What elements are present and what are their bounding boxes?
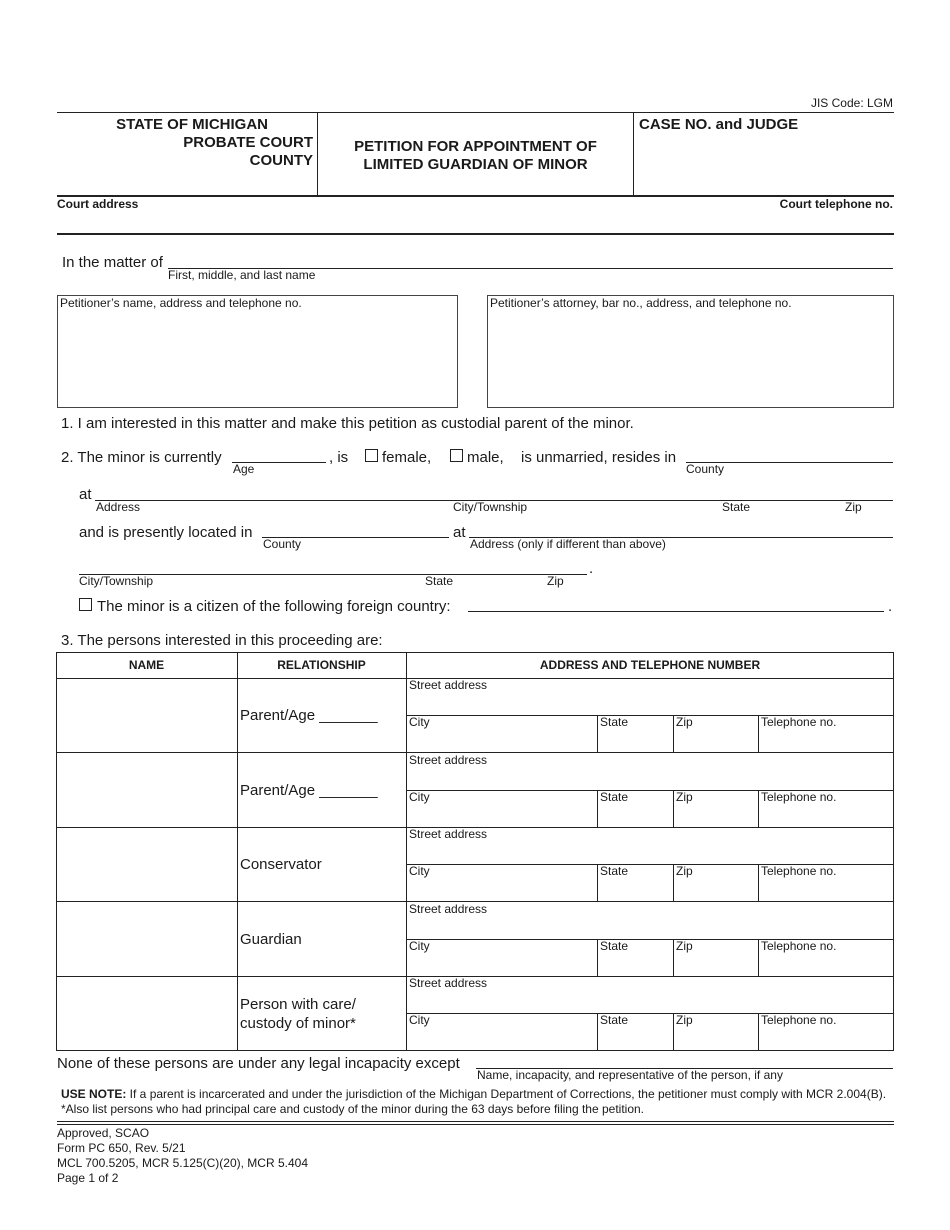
case-no-label: CASE NO. and JUDGE [639, 116, 799, 133]
cell-rule [673, 939, 674, 976]
street-label: Street address [409, 827, 488, 841]
matter-label: In the matter of [62, 254, 163, 271]
footer-rule-1 [57, 1121, 894, 1122]
petitioner-box[interactable] [57, 295, 458, 408]
table-col-rule-1 [237, 652, 238, 1051]
cell-rule [758, 790, 759, 827]
state-label: State [600, 715, 629, 729]
male-checkbox[interactable] [450, 449, 463, 462]
cell-rule [597, 1013, 598, 1051]
footer-rule-2 [57, 1124, 894, 1125]
footer-page: Page 1 of 2 [57, 1171, 119, 1185]
attorney-box-label: Petitioner’s attorney, bar no., address, and telephone no. [490, 296, 792, 310]
attorney-box[interactable] [487, 295, 894, 408]
citizen-period: . [888, 598, 893, 615]
petitioner-box-label: Petitioner’s name, address and telephone no. [60, 296, 302, 310]
jis-code: JIS Code: LGM [810, 96, 893, 110]
footer-form: Form PC 650, Rev. 5/21 [57, 1141, 186, 1155]
item-1-text: 1. I am interested in this matter and make this petition as custodial parent of the minor. [61, 415, 634, 432]
state-label: State [600, 864, 629, 878]
header-bottom-rule [57, 195, 894, 197]
use-note-bold: USE NOTE: [61, 1087, 127, 1101]
located-label: and is presently located in [79, 524, 253, 541]
relationship-guardian: Guardian [240, 931, 302, 948]
header-address-phone: ADDRESS AND TELEPHONE NUMBER [539, 658, 761, 672]
telephone-label: Telephone no. [761, 1013, 837, 1027]
citizen-country-field[interactable] [468, 611, 884, 612]
zip-sublabel: Zip [845, 500, 862, 514]
citizen-checkbox[interactable] [79, 598, 92, 611]
table-right-rule [893, 652, 894, 1051]
located-county-sublabel: County [263, 537, 302, 551]
row-name-cell[interactable] [57, 828, 236, 901]
table-bottom-rule [56, 1050, 894, 1051]
located-city-field[interactable] [79, 574, 587, 575]
header-divider-right [633, 112, 634, 196]
form-title-line1: PETITION FOR APPOINTMENT OF [354, 138, 597, 155]
court-address-label: Court address [57, 197, 139, 211]
state-sublabel: State [722, 500, 751, 514]
cell-rule [758, 715, 759, 752]
use-note-line2: *Also list persons who had principal care and custody of the minor during the 63 days before filing the petition. [61, 1102, 645, 1116]
telephone-label: Telephone no. [761, 715, 837, 729]
use-note [61, 1087, 891, 1101]
cell-rule [597, 715, 598, 752]
telephone-label: Telephone no. [761, 864, 837, 878]
is-text: , is [329, 449, 349, 466]
located-city-sublabel: City/Township [79, 574, 154, 588]
city-township-sublabel: City/Township [453, 500, 528, 514]
period: . [589, 560, 594, 577]
located-zip-sublabel: Zip [547, 574, 564, 588]
item-2-lead: 2. The minor is currently [61, 449, 222, 466]
state-label: STATE OF MICHIGAN [116, 116, 268, 133]
zip-label: Zip [676, 864, 693, 878]
table-top-rule [56, 652, 894, 653]
street-label: Street address [409, 976, 488, 990]
street-label: Street address [409, 753, 488, 767]
at-label: at [79, 486, 92, 503]
row-name-cell[interactable] [57, 753, 236, 826]
cell-rule [673, 864, 674, 901]
cell-rule [673, 715, 674, 752]
cell-rule [673, 790, 674, 827]
zip-label: Zip [676, 715, 693, 729]
city-label: City [409, 715, 430, 729]
city-label: City [409, 939, 430, 953]
form-title-line2: LIMITED GUARDIAN OF MINOR [363, 156, 588, 173]
footer-approved: Approved, SCAO [57, 1126, 150, 1140]
located-state-sublabel: State [425, 574, 454, 588]
cell-rule [597, 864, 598, 901]
zip-label: Zip [676, 790, 693, 804]
relationship-parent-2: Parent/Age _______ [240, 782, 378, 799]
row-name-cell[interactable] [57, 679, 236, 752]
city-label: City [409, 1013, 430, 1027]
use-note-text: If a parent is incarcerated and under the jurisdiction of the Michigan Department of Corrections, the petitioner must comply with MCR 2.004(B). [126, 1087, 887, 1101]
state-label: State [600, 1013, 629, 1027]
cell-rule [758, 864, 759, 901]
row-name-cell[interactable] [57, 902, 236, 975]
zip-label: Zip [676, 939, 693, 953]
relationship-conservator: Conservator [240, 856, 322, 873]
header-relationship: RELATIONSHIP [277, 658, 366, 672]
at2-label: at [453, 524, 466, 541]
matter-sublabel: First, middle, and last name [168, 268, 316, 282]
located-address-sublabel: Address (only if different than above) [470, 537, 666, 551]
relationship-parent-1: Parent/Age _______ [240, 707, 378, 724]
cell-rule [758, 939, 759, 976]
court-label: PROBATE COURT [183, 134, 313, 151]
court-address-rule [57, 233, 894, 235]
male-label: male, [467, 449, 504, 466]
cell-rule [673, 1013, 674, 1051]
incapacity-sublabel: Name, incapacity, and representative of the person, if any [477, 1068, 783, 1082]
county-label: COUNTY [249, 152, 313, 169]
resides-text: is unmarried, resides in [521, 449, 677, 466]
female-checkbox[interactable] [365, 449, 378, 462]
state-label: State [600, 939, 629, 953]
cell-rule [597, 939, 598, 976]
cell-rule [758, 1013, 759, 1051]
relationship-care-line2: custody of minor* [240, 1015, 356, 1032]
item-3-text: 3. The persons interested in this proceeding are: [61, 632, 383, 649]
female-label: female, [382, 449, 432, 466]
header-top-rule [57, 112, 894, 113]
row-name-cell[interactable] [57, 977, 236, 1050]
city-label: City [409, 790, 430, 804]
header-name: NAME [128, 658, 165, 672]
table-col-rule-2 [406, 652, 407, 1051]
citizen-label: The minor is a citizen of the following foreign country: [97, 598, 451, 615]
county-sublabel: County [686, 462, 725, 476]
telephone-label: Telephone no. [761, 939, 837, 953]
street-label: Street address [409, 902, 488, 916]
footer-mcl: MCL 700.5205, MCR 5.125(C)(20), MCR 5.404 [57, 1156, 308, 1170]
telephone-label: Telephone no. [761, 790, 837, 804]
state-label: State [600, 790, 629, 804]
street-label: Street address [409, 678, 488, 692]
relationship-care-line1: Person with care/ [240, 996, 356, 1013]
age-sublabel: Age [233, 462, 255, 476]
zip-label: Zip [676, 1013, 693, 1027]
city-label: City [409, 864, 430, 878]
incapacity-label: None of these persons are under any legal incapacity except [57, 1055, 460, 1072]
address-sublabel: Address [96, 500, 141, 514]
cell-rule [597, 790, 598, 827]
court-phone-label: Court telephone no. [779, 197, 893, 211]
